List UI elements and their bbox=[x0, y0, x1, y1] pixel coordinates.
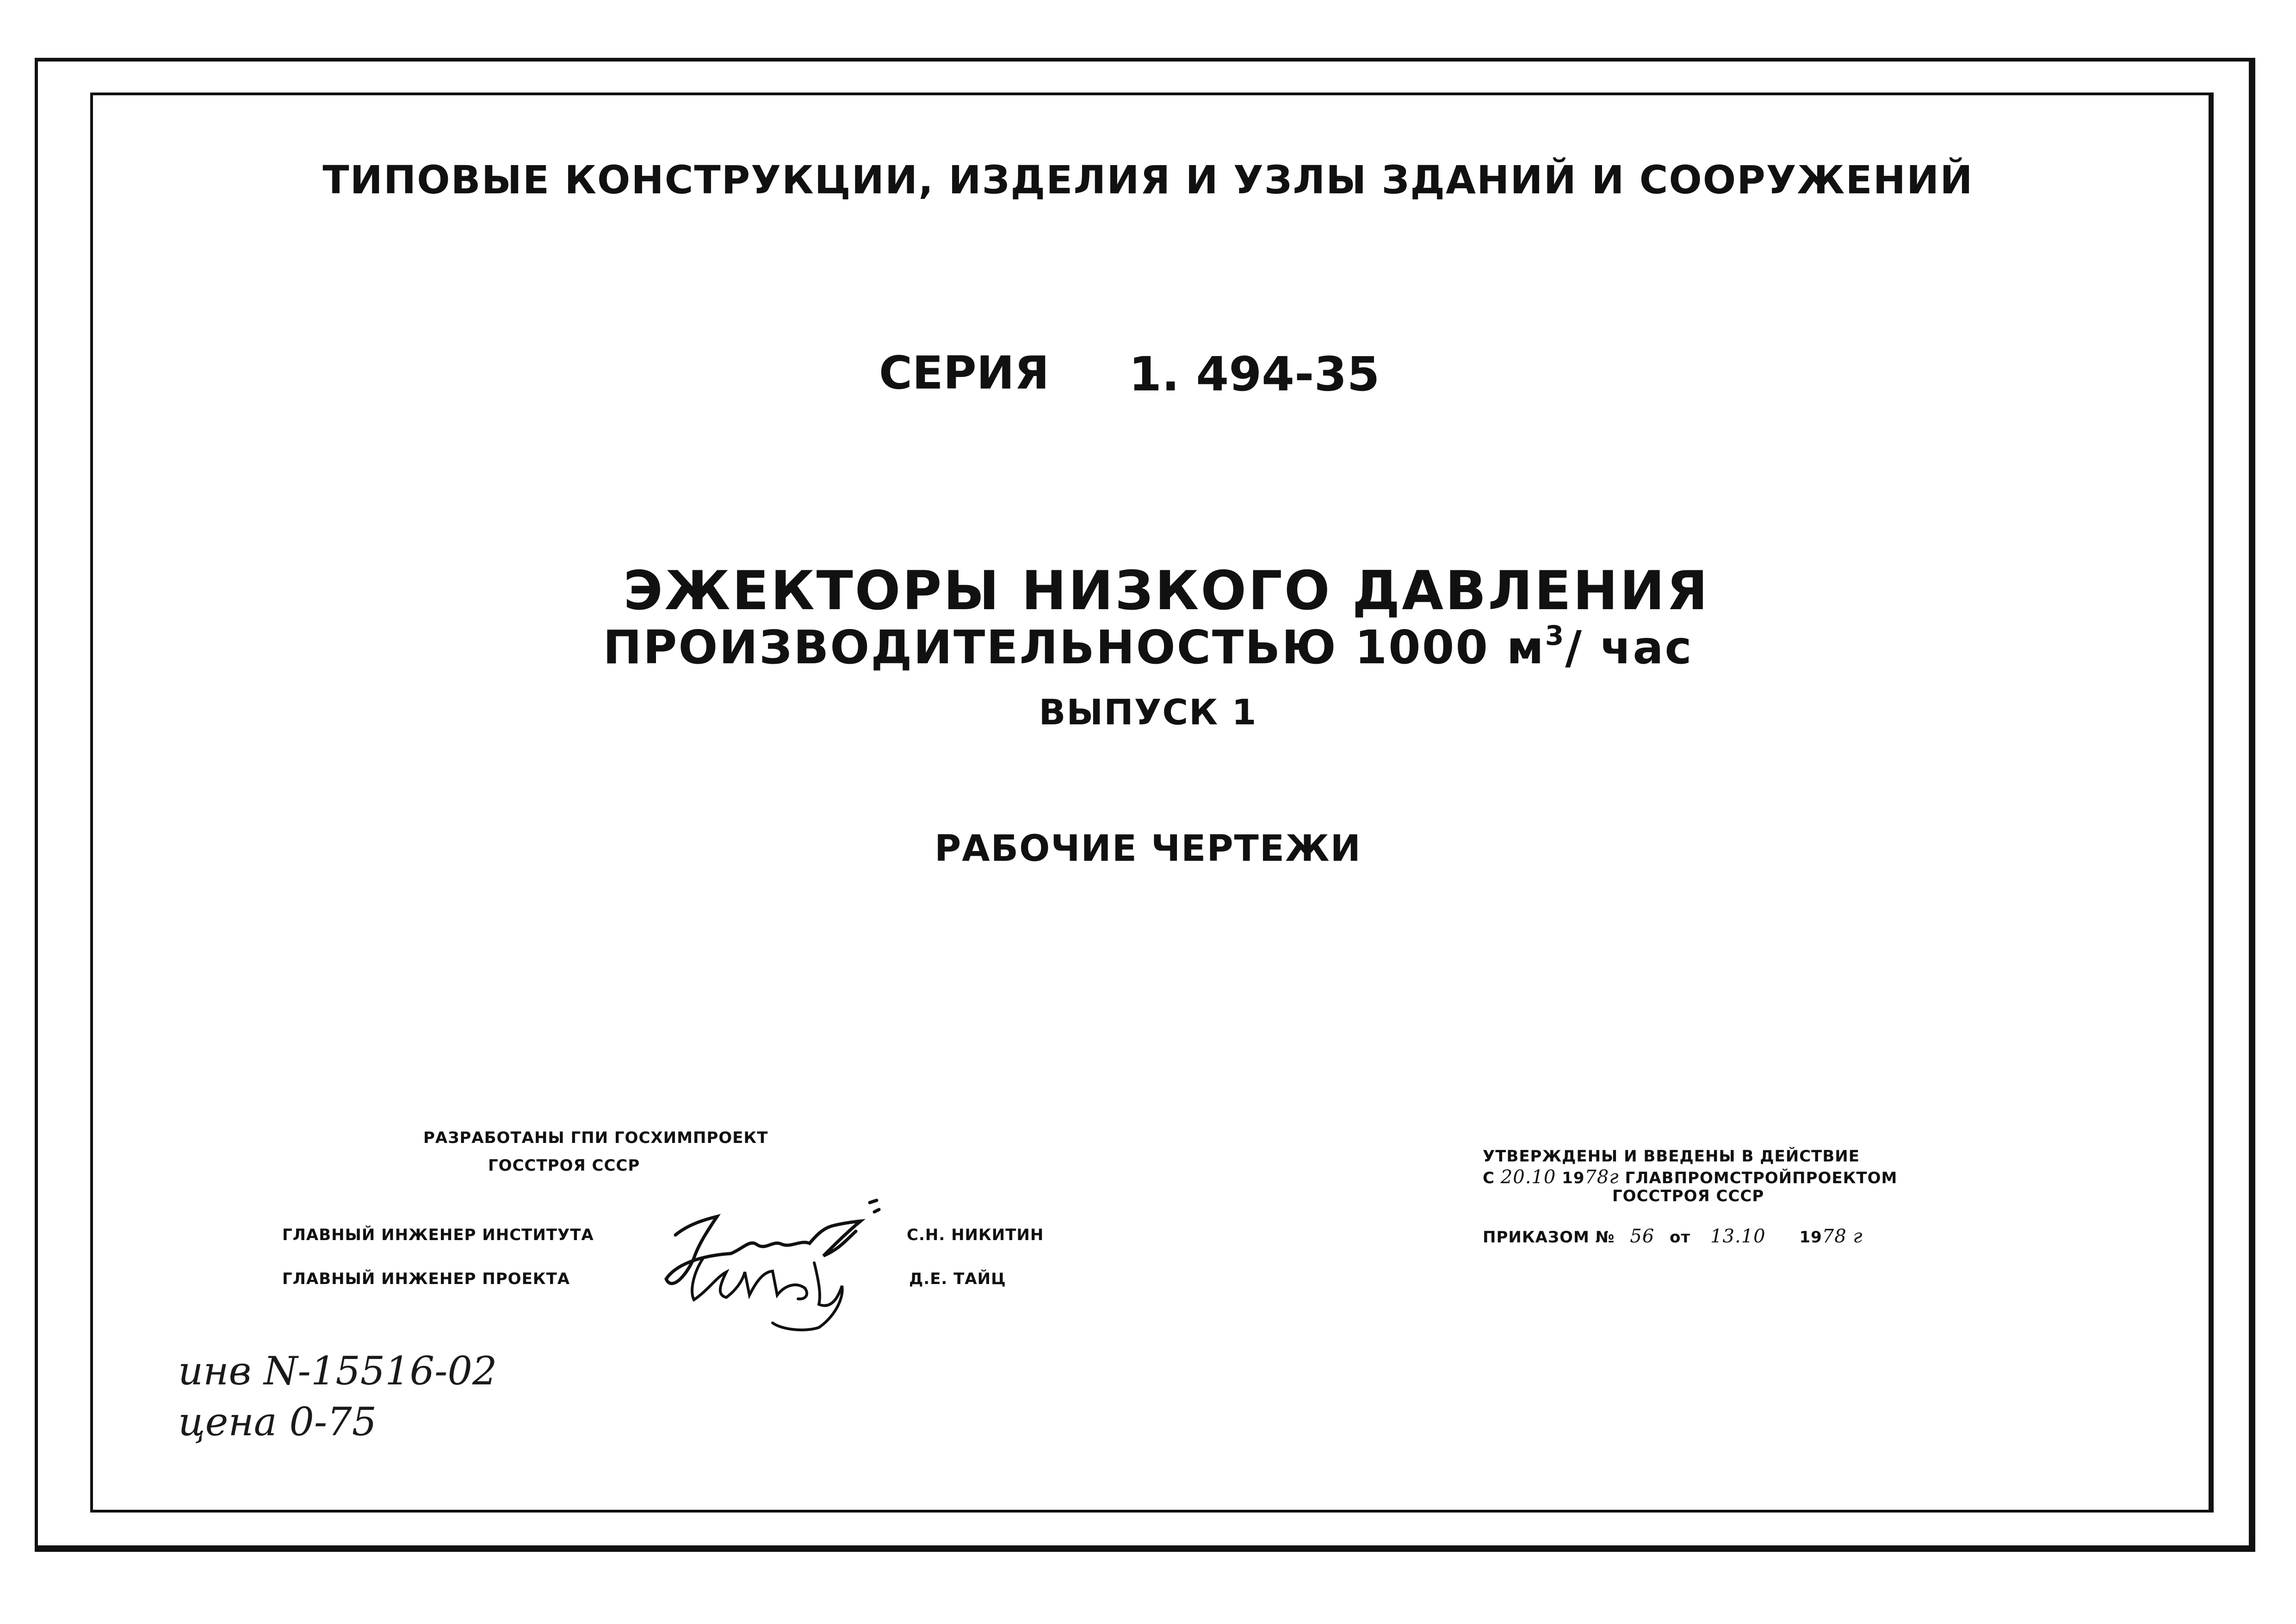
approved-from-label: С bbox=[1483, 1169, 1495, 1187]
unit-suffix: / час bbox=[1565, 622, 1693, 674]
approved-year: 78г bbox=[1584, 1167, 1619, 1188]
developed-line2: ГОССТРОЯ СССР bbox=[488, 1156, 640, 1175]
order-prefix: ПРИКАЗОМ № bbox=[1483, 1228, 1615, 1247]
series-number: 1. 494-35 bbox=[1129, 347, 1380, 402]
chief-institute-role: ГЛАВНЫЙ ИНЖЕНЕР ИНСТИТУТА bbox=[282, 1226, 594, 1244]
approved-org: ГЛАВПРОМСТРОЙПРОЕКТОМ bbox=[1625, 1169, 1898, 1187]
approved-line1: УТВЕРЖДЕНЫ И ВВЕДЕНЫ В ДЕЙСТВИЕ bbox=[1483, 1147, 1860, 1166]
signature-project bbox=[666, 1244, 888, 1337]
issue-label: ВЫПУСК 1 bbox=[1039, 692, 1257, 733]
approved-line3: ГОССТРОЯ СССР bbox=[1612, 1187, 1764, 1205]
approved-year-prefix: 19 bbox=[1562, 1169, 1585, 1187]
order-number: 56 bbox=[1630, 1226, 1655, 1247]
chief-project-name: Д.Е. ТАЙЦ bbox=[909, 1270, 1006, 1288]
series-label: СЕРИЯ bbox=[879, 347, 1050, 400]
main-title-line2-text: ПРОИЗВОДИТЕЛЬНОСТЬЮ 1000 bbox=[603, 620, 1507, 674]
header-title: ТИПОВЫЕ КОНСТРУКЦИИ, ИЗДЕЛИЯ И УЗЛЫ ЗДАНИЙ И СООРУЖЕНИЙ bbox=[322, 157, 1974, 203]
unit-exponent: 3 bbox=[1545, 620, 1566, 651]
approved-date: 20.10 bbox=[1500, 1167, 1556, 1188]
order-year: 78 г bbox=[1822, 1226, 1863, 1247]
chief-institute-name: С.Н. НИКИТИН bbox=[907, 1226, 1044, 1244]
order-line bbox=[1483, 1226, 1863, 1247]
main-title-line2 bbox=[0, 620, 2296, 674]
drawings-subtitle: РАБОЧИЕ ЧЕРТЕЖИ bbox=[934, 828, 1362, 870]
unit-base: м bbox=[1506, 622, 1545, 674]
approved-line2 bbox=[1483, 1167, 1897, 1188]
order-date: 13.10 bbox=[1710, 1226, 1766, 1247]
handwritten-inventory: инв N-15516-02 bbox=[178, 1348, 497, 1394]
handwritten-price: цена 0-75 bbox=[178, 1399, 377, 1445]
inner-frame bbox=[90, 93, 2214, 1513]
chief-project-role: ГЛАВНЫЙ ИНЖЕНЕР ПРОЕКТА bbox=[282, 1270, 570, 1288]
developed-line1: РАЗРАБОТАНЫ ГПИ ГОСХИМПРОЕКТ bbox=[423, 1129, 768, 1147]
unit-m3 bbox=[1507, 622, 1565, 674]
order-year-prefix: 19 bbox=[1799, 1228, 1822, 1247]
main-title-line1: ЭЖЕКТОРЫ НИЗКОГО ДАВЛЕНИЯ bbox=[623, 560, 1710, 622]
order-from: от bbox=[1670, 1228, 1691, 1247]
